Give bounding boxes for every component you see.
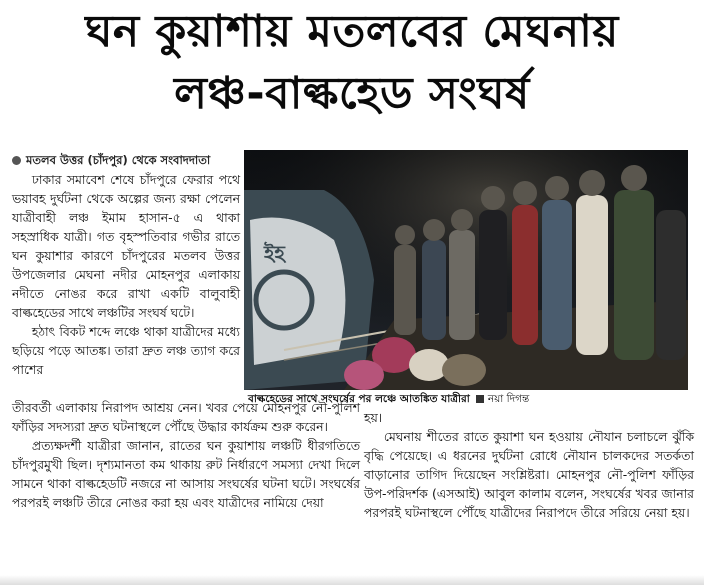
bullet-icon — [12, 156, 21, 165]
paragraph-2-start: হঠাৎ বিকট শব্দে লঞ্চে থাকা যাত্রীদের মধ্যে ছড়িয়ে পড়ে আতঙ্ক। তারা দ্রুত লঞ্চ ত্যাগ করে পাশের — [12, 324, 240, 377]
headline-line-1: ঘন কুয়াশায় মতলবের মেঘনায় — [85, 6, 619, 57]
paragraph-3: প্রত্যক্ষদর্শী যাত্রীরা জানান, রাতের ঘন কুয়াশায় লঞ্চটি ধীরগতিতে চাঁদপুরমুখী ছিল। দৃশ্যমানতা কম থাকায় রুট নির্ধারণে সমস্যা দেখা দিলে সামনে থাকা বাল্কহেডটি নজরে না আসায় সংঘর্ষের ঘটনা ঘটে। সংঘর্ষের পরপরই লঞ্চটি তীরে নোঙর করা হয় এবং যাত্রীদের নামিয়ে দেয়া — [12, 438, 360, 510]
photo-illustration — [244, 150, 688, 390]
news-photo — [244, 150, 688, 390]
paragraph-4: মেঘনায় শীতের রাতে কুয়াশা ঘন হওয়ায় নৌযান চলাচলে ঝুঁকি বৃদ্ধি পেয়েছে। এ ধরনের দুর্ঘটনা রোধে নৌযান চালকদের সতর্কতা বাড়ানোর তাগিদ দিয়েছেন সংশ্লিষ্টরা। মোহনপুর নৌ-পুলিশ ফাঁড়ির উপ-পরিদর্শক (এসআই) আবুল কালাম বলেন, সংঘর্ষের খবর জানার পরপরই ঘটনাস্থলে পৌঁছে যাত্রীদের নিরাপদে তীরে সরিয়ে নেয়া হয়। — [364, 429, 694, 520]
caption-text: বাল্কহেডের সাথে সংঘর্ষের পর লঞ্চে আতঙ্কিত যাত্রীরা — [248, 393, 470, 405]
article-column-right — [364, 408, 694, 522]
paragraph-1: ঢাকার সমাবেশ শেষে চাঁদপুরে ফেরার পথে ভয়াবহ দুর্ঘটনা থেকে অল্পের জন্য রক্ষা পেলেন যাত্রীবাহী লঞ্চ ইমাম হাসান-৫ এ থাকা সহস্রাধিক যাত্রী। গত বৃহস্পতিবার গভীর রাতে ঘন কুয়াশার কারণে চাঁদপুরের মতলব উত্তর উপজেলার মেঘনা নদীর মোহনপুর এলাকায় নদীতে নোঙর করে রাখা একটি বালুবাহী বাল্কহেডের সাথে লঞ্চটির সংঘর্ষ ঘটে। — [12, 172, 240, 320]
paragraph-2-end: তীরবর্তী এলাকায় নিরাপদ আশ্রয় নেন। খবর পেয়ে মোহনপুর নৌ-পুলিশ ফাঁড়ির সদস্যরা দ্রুত ঘটনাস্থলে পৌঁছে উদ্ধার কার্যক্রম শুরু করেন। — [12, 400, 360, 434]
photo-caption — [244, 391, 688, 407]
article-column-left — [12, 170, 240, 379]
byline-text: মতলব উত্তর (চাঁদপুর) থেকে সংবাদদাতা — [26, 153, 211, 167]
paragraph-3-end: হয়। — [364, 410, 383, 425]
article-column-wide — [12, 398, 360, 512]
square-bullet-icon — [476, 395, 484, 403]
byline — [12, 152, 237, 171]
photo-credit: নয়া দিগন্ত — [487, 393, 530, 405]
svg-text:ইহ: ইহ — [264, 241, 285, 265]
page-bottom-edge — [0, 575, 704, 585]
headline-line-2: লঞ্চ-বাল্কহেড সংঘর্ষ — [174, 68, 530, 119]
